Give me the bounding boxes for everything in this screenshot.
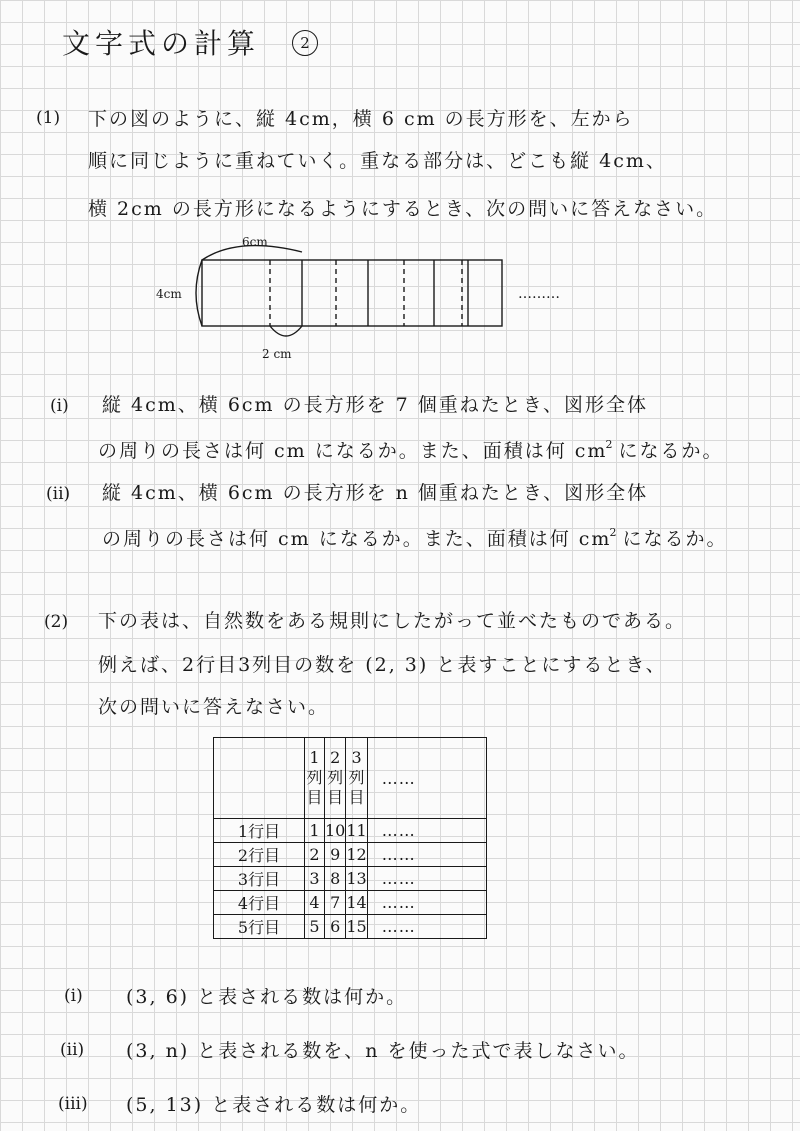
q1-label: (1): [36, 108, 61, 128]
table-cell: 9: [325, 843, 346, 867]
title-number-badge: 2: [292, 30, 318, 56]
q2-line-1: 下の表は、自然数をある規則にしたがって並べたものである。: [98, 610, 687, 632]
table-cell: 4: [305, 891, 325, 915]
table-cell: 8: [325, 867, 346, 891]
q1-line-1: 下の図のように、縦 4cm，横 6 cm の長方形を、左から: [88, 108, 634, 130]
q1-line-3: 横 2cm の長方形になるようにするとき、次の問いに答えなさい。: [88, 198, 718, 220]
top-width-label: 6cm: [242, 235, 268, 249]
q2-line-3: 次の問いに答えなさい。: [98, 696, 330, 718]
table-cell: 2: [305, 843, 325, 867]
page-title: 文字式の計算: [62, 27, 261, 60]
table-header-row: [214, 738, 487, 819]
q2-iii-text: (5, 13) と表される数は何か。: [126, 1094, 422, 1116]
q1-ii-label: (ii): [46, 484, 71, 504]
table-cell: 10: [325, 819, 346, 843]
table-row: [214, 843, 487, 867]
table-row: [214, 867, 487, 891]
row-header: 3行目: [214, 867, 305, 891]
q2-i-label: (i): [64, 986, 83, 1006]
rectangle-chain-outline: [202, 260, 502, 326]
table-row: [214, 915, 487, 939]
row-ellipsis: ……: [367, 867, 486, 891]
table-corner-cell: [214, 738, 305, 819]
table-cell: 14: [346, 891, 367, 915]
table-cell: 6: [325, 915, 346, 939]
row-ellipsis: ……: [367, 819, 486, 843]
overlap-width-label: 2 cm: [262, 347, 292, 361]
row-ellipsis: ……: [367, 843, 486, 867]
column-header: 3列目: [348, 748, 365, 807]
column-header: 2列目: [327, 748, 344, 807]
q1-i-line-1: 縦 4cm、横 6cm の長方形を 7 個重ねたとき、図形全体: [102, 394, 649, 416]
table-cell: 5: [305, 915, 325, 939]
q1-ii-line-2: の周りの長さは何 cm になるか。また、面積は何 $cm^2$ になるか。: [102, 526, 728, 550]
q2-label: (2): [44, 612, 69, 632]
row-header: 1行目: [214, 819, 305, 843]
row-header: 2行目: [214, 843, 305, 867]
height-bracket: [196, 260, 202, 326]
q2-ii-text: (3, n) と表される数を、n を使った式で表しなさい。: [126, 1040, 640, 1062]
column-header-ellipsis: ……: [367, 738, 486, 819]
figure-ellipsis: ………: [518, 286, 560, 302]
table-cell: 12: [346, 843, 367, 867]
overlap-bracket: [270, 326, 302, 336]
table-cell: 7: [325, 891, 346, 915]
row-header: 5行目: [214, 915, 305, 939]
height-label: 4cm: [156, 287, 182, 301]
q1-ii-line-1: 縦 4cm、横 6cm の長方形を n 個重ねたとき、図形全体: [102, 482, 649, 504]
table-cell: 3: [305, 867, 325, 891]
q2-iii-label: (iii): [58, 1094, 88, 1114]
table-cell: 13: [346, 867, 367, 891]
q2-i-text: (3, 6) と表される数は何か。: [126, 986, 408, 1008]
q1-line-2: 順に同じように重ねていく。重なる部分は、どこも縦 4cm、: [88, 150, 667, 172]
column-header: 1列目: [306, 748, 323, 807]
table-cell: 1: [305, 819, 325, 843]
q2-line-2: 例えば、2行目3列目の数を (2, 3) と表すことにするとき、: [98, 654, 667, 676]
table-row: [214, 819, 487, 843]
table-row: [214, 891, 487, 915]
q1-i-line-2: の周りの長さは何 cm になるか。また、面積は何 $cm^2$ になるか。: [98, 438, 724, 462]
table-cell: 11: [346, 819, 367, 843]
q2-ii-label: (ii): [60, 1040, 85, 1060]
row-header: 4行目: [214, 891, 305, 915]
row-ellipsis: ……: [367, 915, 486, 939]
overlapping-rectangles-figure: [150, 228, 630, 368]
number-table: [213, 737, 487, 939]
row-ellipsis: ……: [367, 891, 486, 915]
q1-i-label: (i): [50, 396, 69, 416]
table-cell: 15: [346, 915, 367, 939]
